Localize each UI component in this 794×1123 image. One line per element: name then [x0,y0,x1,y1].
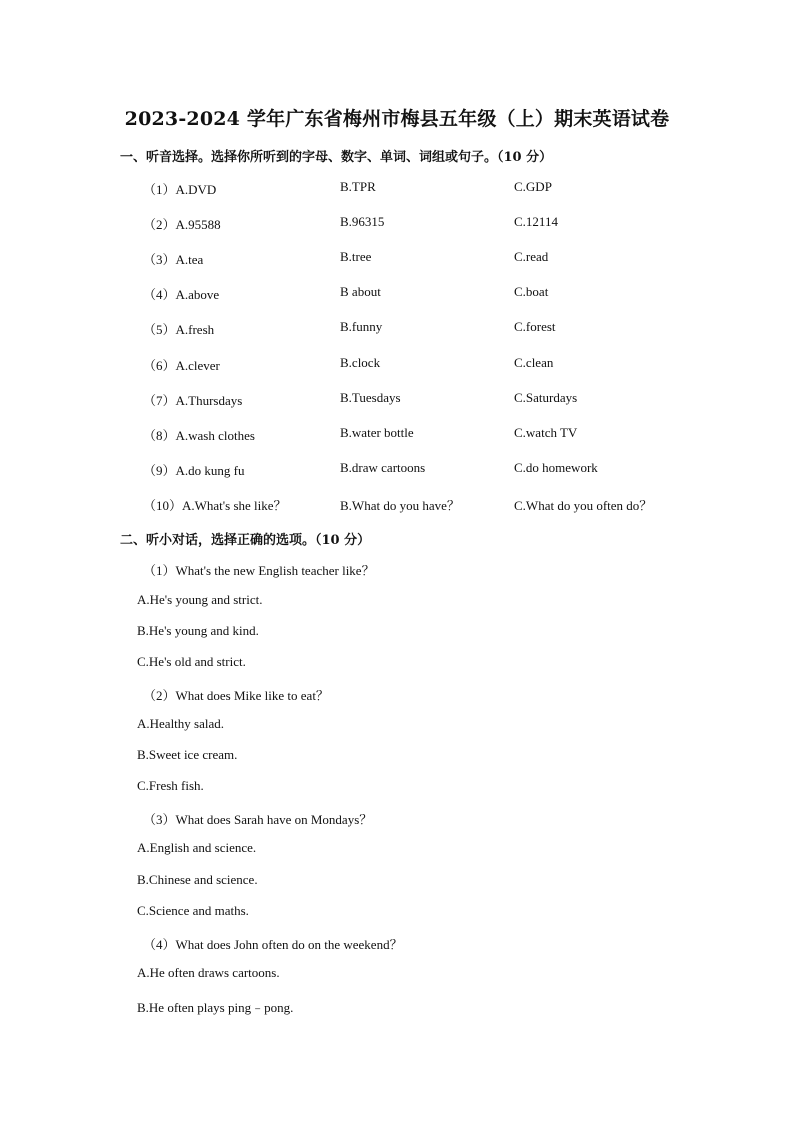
option-a: （1）A.DVD [143,182,217,197]
listening-row-7 [0,390,794,410]
option-b: B about [340,284,381,299]
listening-row-10 [0,495,794,515]
option-c: C.What do you often do？ [514,498,653,513]
question-3: （3）What does Sarah have on Mondays？ [143,812,373,827]
listening-row-5 [0,319,794,339]
option-a: （6）A.clever [143,358,220,373]
question-2: （2）What does Mike like to eat？ [143,688,329,703]
option-a: （10）A.What's she like？ [143,498,287,513]
option-a: （3）A.tea [143,252,204,267]
option-a: （2）A.95588 [143,217,221,232]
question-3-option-c: C.Science and maths. [137,903,249,918]
listening-row-1 [0,179,794,199]
option-a: （7）A.Thursdays [143,393,243,408]
option-c: C.watch TV [514,425,578,440]
option-c: C.do homework [514,460,598,475]
option-c: C.boat [514,284,549,299]
option-b: B.funny [340,319,383,334]
question-1-option-b: B.He's young and kind. [137,623,259,638]
option-c: C.12114 [514,214,558,229]
option-b: B.What do you have？ [340,498,460,513]
option-a: （8）A.wash clothes [143,428,255,443]
question-1-option-c: C.He's old and strict. [137,654,246,669]
option-a: （5）A.fresh [143,322,215,337]
option-a: （9）A.do kung fu [143,463,245,478]
question-4-option-b: B.He often plays ping﹣pong. [137,1000,294,1015]
listening-row-4 [0,284,794,304]
section1-heading: 一、听音选择。选择你所听到的字母、数字、单词、词组或句子。（10 分） [120,150,553,165]
question-1: （1）What's the new English teacher like？ [143,563,375,578]
question-1-option-a: A.He's young and strict. [137,592,263,607]
page-title: 2023-2024 学年广东省梅州市梅县五年级（上）期末英语试卷 [124,108,670,130]
question-4: （4）What does John often do on the weekend？ [143,937,403,952]
option-c: C.GDP [514,179,552,194]
listening-row-3 [0,249,794,269]
option-c: C.clean [514,355,554,370]
option-c: C.read [514,249,549,264]
listening-row-2 [0,214,794,234]
option-b: B.Tuesdays [340,390,401,405]
question-4-option-a: A.He often draws cartoons. [137,965,280,980]
option-b: B.TPR [340,179,376,194]
option-b: B.clock [340,355,381,370]
option-c: C.forest [514,319,556,334]
listening-row-9 [0,460,794,480]
listening-row-8 [0,425,794,445]
option-a: （4）A.above [143,287,220,302]
question-2-option-c: C.Fresh fish. [137,778,204,793]
listening-row-6 [0,355,794,375]
question-3-option-b: B.Chinese and science. [137,872,258,887]
question-2-option-a: A.Healthy salad. [137,716,225,731]
section2-heading: 二、听小对话，选择正确的选项。（10 分） [120,533,371,548]
option-b: B.water bottle [340,425,414,440]
option-b: B.draw cartoons [340,460,426,475]
question-2-option-b: B.Sweet ice cream. [137,747,238,762]
question-3-option-a: A.English and science. [137,840,257,855]
option-c: C.Saturdays [514,390,578,405]
option-b: B.tree [340,249,372,264]
option-b: B.96315 [340,214,385,229]
